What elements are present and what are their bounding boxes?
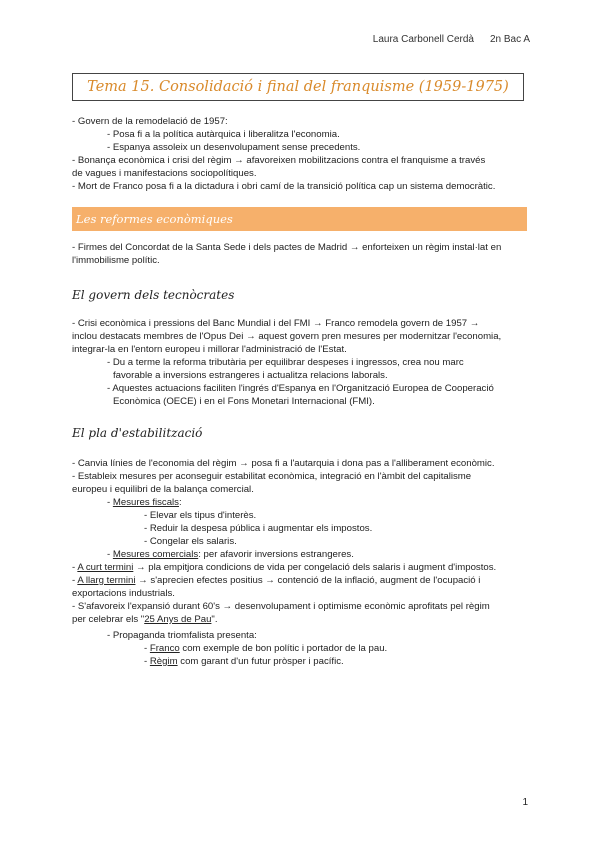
propaganda-regim-line: - Règim com garant d'un futur pròsper i pacífic. <box>144 656 344 667</box>
govern-line-2: inclou destacats membres de l'Opus Dei → aquest govern pren mesures per modernitzar l'economia, <box>72 331 502 342</box>
govern-sub-line-4: Econòmica (OECE) i en el Fons Monetari Internacional (FMI). <box>113 396 375 407</box>
franco-text: com exemple de bon polític i portador de la pau. <box>179 643 388 654</box>
mesures-fiscals-line: - Mesures fiscals: <box>107 497 182 508</box>
llarg-termini-line-2: exportacions industrials. <box>72 588 175 599</box>
section-heading: Les reformes econòmiques <box>76 212 233 226</box>
author-name: Laura Carbonell Cerdà <box>372 34 474 45</box>
expansio-line-2 <box>72 614 218 626</box>
propaganda-line: - Propaganda triomfalista presenta: <box>107 630 257 641</box>
llarg-termini-label: A llarg termini <box>77 575 136 586</box>
section-heading-bar <box>72 207 527 231</box>
mesures-comercials-label: Mesures comercials <box>112 549 199 560</box>
mesures-comercials-text: : per afavorir inversions estrangeres. <box>198 549 354 560</box>
document-title: Tema 15. Consolidació i final del franquisme (1959-1975) <box>87 79 509 95</box>
curt-termini-line: - A curt termini → pla empitjora condicions de vida per congelació dels salaris i augment d'impostos. <box>72 562 497 573</box>
fiscal-item-2: - Reduir la despesa pública i augmentar els impostos. <box>144 523 373 534</box>
subheading-pla: El pla d'estabilització <box>72 426 203 440</box>
curt-termini-text: → pla empitjora condicions de vida per congelació dels salaris i augment d'impostos. <box>133 562 497 573</box>
curt-termini-label: A curt termini <box>77 562 134 573</box>
expansio-text: per celebrar els " <box>72 614 145 625</box>
expansio-line-1: - S'afavoreix l'expansió durant 60's → desenvolupament i optimisme econòmic aprofitats pel règim <box>72 601 490 612</box>
intro-line-1: - Govern de la remodelació de 1957: <box>72 116 228 127</box>
page-number: 1 <box>522 797 528 808</box>
title-box <box>72 73 524 101</box>
regim-text: com garant d'un futur pròsper i pacífic. <box>177 656 344 667</box>
pla-line-2b: europeu i equilibri de la balança comercial. <box>72 484 254 495</box>
llarg-termini-text: → s'aprecien efectes positius → contenció de la inflació, augment de l'ocupació i <box>135 575 481 586</box>
mesures-fiscals-label: Mesures fiscals <box>112 497 179 508</box>
section1-line-1: - Firmes del Concordat de la Santa Sede i dels pactes de Madrid → enforteixen un règim instal·lat en <box>72 242 502 253</box>
section1-line-2: l'immobilisme polític. <box>72 255 160 266</box>
pla-line-2a: - Estableix mesures per aconseguir estabilitat econòmica, integració en l'àmbit del capitalisme <box>72 471 472 482</box>
intro-line-2: - Posa fi a la política autàrquica i liberalitza l'economia. <box>107 129 340 140</box>
intro-line-4: - Bonança econòmica i crisi del règim → afavoreixen mobilitzacions contra el franquisme a través <box>72 155 486 166</box>
propaganda-franco-line: - Franco com exemple de bon polític i portador de la pau. <box>144 643 388 654</box>
subheading-govern: El govern dels tecnòcrates <box>72 288 235 302</box>
llarg-termini-line: - A llarg termini → s'aprecien efectes positius → contenció de la inflació, augment de l'ocupació i <box>72 575 481 586</box>
govern-sub-line-3: - Aquestes actuacions faciliten l'ingrés d'Espanya en l'Organització Europea de Cooperació <box>107 383 494 394</box>
regim-label: Règim <box>149 656 178 667</box>
intro-line-6: - Mort de Franco posa fi a la dictadura i obri camí de la transició política cap un sistema democràtic. <box>72 181 496 192</box>
anys-de-pau-label: 25 Anys de Pau <box>144 614 212 625</box>
expansio-end: ". <box>211 614 218 625</box>
fiscal-item-3: - Congelar els salaris. <box>144 536 237 547</box>
intro-line-3: - Espanya assoleix un desenvolupament sense precedents. <box>107 142 361 153</box>
pla-line-1: - Canvia línies de l'economia del règim → posa fi a l'autarquia i dona pas a l'alliberament econòmic. <box>72 458 495 469</box>
course-label: 2n Bac A <box>489 34 530 45</box>
govern-line-1: - Crisi econòmica i pressions del Banc Mundial i del FMI → Franco remodela govern de 1957 → <box>72 318 480 329</box>
page-header <box>373 34 530 45</box>
govern-sub-line-1: - Du a terme la reforma tributària per equilibrar despeses i ingressos, crea nou marc <box>107 357 464 368</box>
fiscal-item-1: - Elevar els tipus d'interès. <box>144 510 257 521</box>
govern-sub-line-2: favorable a inversions estrangeres i actualitza relacions laborals. <box>113 370 388 381</box>
intro-line-5: de vagues i manifestacions sociopolítiques. <box>72 168 257 179</box>
franco-label: Franco <box>149 643 180 654</box>
govern-line-3: integrar-la en l'entorn europeu i millorar l'administració de l'Estat. <box>72 344 347 355</box>
mesures-comercials-line: - Mesures comercials: per afavorir inversions estrangeres. <box>107 549 354 560</box>
